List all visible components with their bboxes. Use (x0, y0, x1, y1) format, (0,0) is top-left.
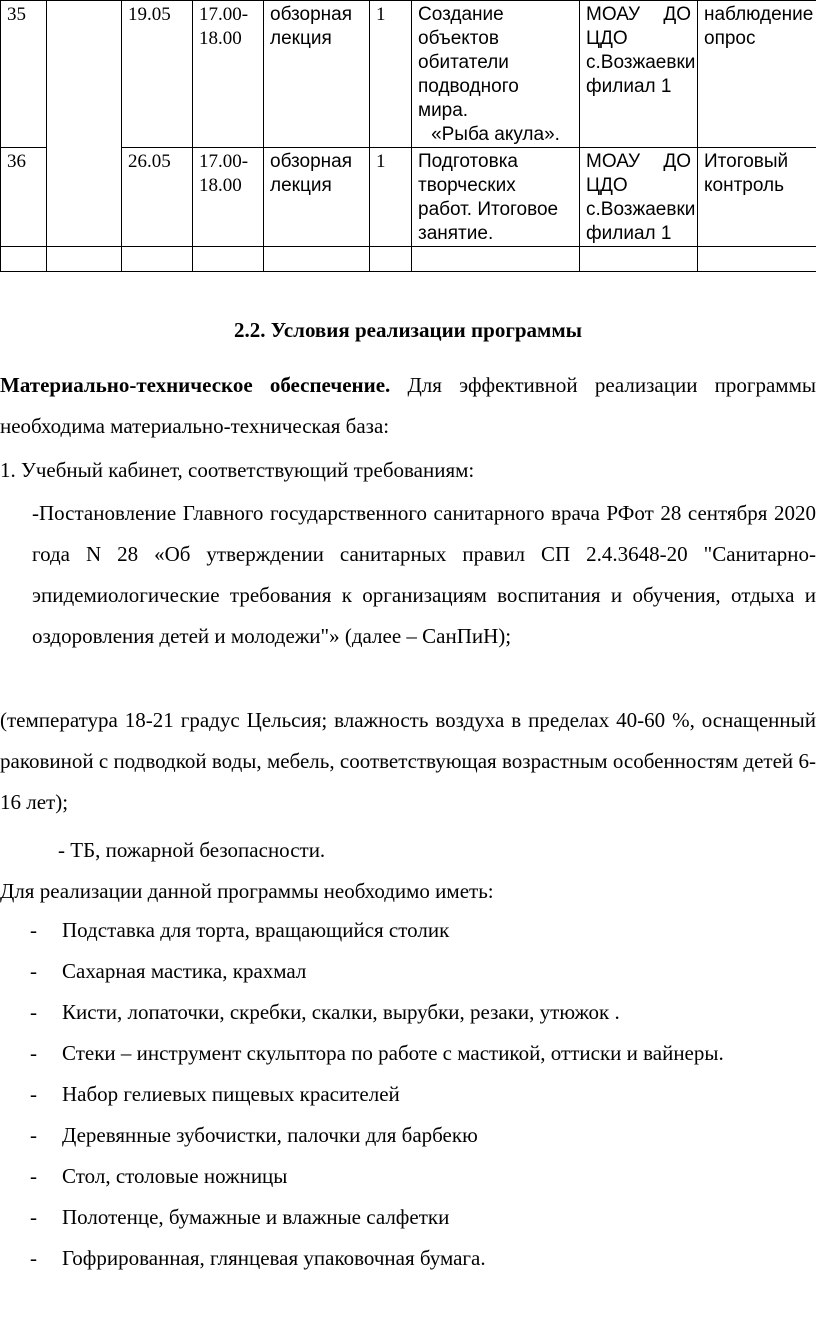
time-cell: 17.00- 18.00 (193, 1, 264, 148)
list-item: - Подставка для торта, вращающийся столик (30, 918, 450, 942)
list-item: - Полотенце, бумажные и влажные салфетки (30, 1205, 450, 1229)
topic-cell: Подготовка творческих работ. Итоговое занятие. (412, 148, 580, 247)
form-cell: обзорная лекция (264, 1, 370, 148)
list-item: - Стеки – инструмент скульптора по работе с мастикой, оттиски и вайнеры. (30, 1041, 724, 1065)
list-item: - Сахарная мастика, крахмал (30, 959, 307, 983)
hours-cell: 1 (370, 148, 412, 247)
list-item: - Набор гелиевых пищевых красителей (30, 1082, 400, 1106)
table-row (1, 1, 816, 148)
topic-cell: Создание объектов обитатели подводного мира. «Рыба акула». (412, 1, 580, 148)
paragraph-classroom: 1. Учебный кабинет, соответствующий требованиям: (0, 458, 475, 482)
section-title: 2.2. Условия реализации программы (233, 318, 583, 342)
paragraph-equipment-intro: Для реализации данной программы необходимо иметь: (0, 879, 494, 903)
row-number: 36 (1, 148, 47, 247)
schedule-table (0, 0, 816, 272)
table-row (1, 148, 816, 247)
form-cell: обзорная лекция (264, 148, 370, 247)
date-cell: 26.05 (122, 148, 193, 247)
paragraph-safety: - ТБ, пожарной безопасности. (58, 838, 326, 862)
equipment-list (0, 918, 816, 1270)
place-cell: МОАУ ДО ЦДО с.Возжаевки филиал 1 (580, 148, 698, 247)
table-row-empty (1, 247, 816, 272)
list-item: - Стол, столовые ножницы (30, 1164, 288, 1188)
control-cell: Итоговый контроль (698, 148, 816, 247)
paragraph-conditions: (температура 18-21 градус Цельсия; влажность воздуха в пределах 40-60 %, оснащенный раковиной с подводкой воды, мебель, соответствующая возрастным особенностям детей 6-16 лет); (0, 708, 816, 814)
paragraph-regulation: -Постановление Главного государственного санитарного врача РФот 28 сентября 2020 года N 28 «Об утверждении санитарных правил СП 2.4.3648-20 "Санитарно-эпидемиологические требования к организациям воспитания и обучения, отдыха и оздоровления детей и молодежи"» (далее – СанПиН); (32, 501, 816, 648)
paragraph-material-base: Материально-техническое обеспечение. Для эффективной реализации программы необходима материально-техническая база: (0, 373, 816, 438)
row-number: 35 (1, 1, 47, 148)
hours-cell: 1 (370, 1, 412, 148)
control-cell: наблюдение опрос (698, 1, 816, 148)
date-cell: 19.05 (122, 1, 193, 148)
time-cell: 17.00- 18.00 (193, 148, 264, 247)
list-item: - Деревянные зубочистки, палочки для барбекю (30, 1123, 478, 1147)
group-cell (47, 1, 122, 247)
place-cell: МОАУ ДО ЦДО с.Возжаевки филиал 1 (580, 1, 698, 148)
list-item: - Кисти, лопаточки, скребки, скалки, вырубки, резаки, утюжок . (30, 1000, 620, 1024)
paragraph-lead: Материально-техническое обеспечение. (0, 373, 391, 397)
list-item: - Гофрированная, глянцевая упаковочная бумага. (30, 1246, 486, 1270)
